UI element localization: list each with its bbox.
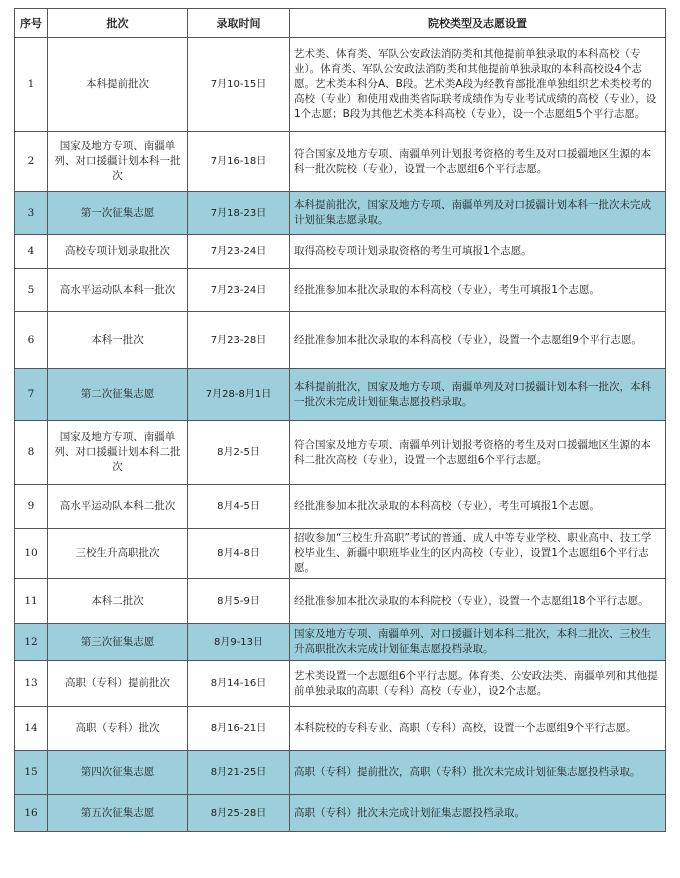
admission-time-cell: 8月4-5日 xyxy=(188,485,290,529)
batch-cell: 第五次征集志愿 xyxy=(48,795,188,832)
row-number-cell: 2 xyxy=(15,132,48,192)
row-number-cell: 15 xyxy=(15,751,48,795)
batch-cell: 本科提前批次 xyxy=(48,38,188,132)
description-cell: 招收参加“三校生升高职”考试的普通、成人中等专业学校、职业高中、技工学校毕业生、新疆中职班毕业生的区内高校（专业），设置1个志愿组6个平行志愿。 xyxy=(290,529,666,579)
table-row xyxy=(15,421,666,485)
batch-cell: 高校专项计划录取批次 xyxy=(48,235,188,269)
description-cell: 艺术类设置一个志愿组6个平行志愿。体育类、公安政法类、南疆单列和其他提前单独录取的高职（专科）高校（专业），设2个志愿。 xyxy=(290,661,666,707)
admission-time-cell: 7月16-18日 xyxy=(188,132,290,192)
description-cell: 高职（专科）批次未完成计划征集志愿投档录取。 xyxy=(290,795,666,832)
row-number-cell: 8 xyxy=(15,421,48,485)
header-admission-time: 录取时间 xyxy=(188,9,290,38)
admission-time-cell: 8月4-8日 xyxy=(188,529,290,579)
description-cell: 符合国家及地方专项、南疆单列计划报考资格的考生及对口援疆地区生源的本科一批次院校（专业），设置一个志愿组6个平行志愿。 xyxy=(290,132,666,192)
table-row xyxy=(15,795,666,832)
table-row xyxy=(15,579,666,624)
admission-time-cell: 8月9-13日 xyxy=(188,624,290,661)
admission-time-cell: 7月23-24日 xyxy=(188,235,290,269)
row-number-cell: 6 xyxy=(15,312,48,369)
admission-time-cell: 8月21-25日 xyxy=(188,751,290,795)
table-row xyxy=(15,369,666,421)
row-number-cell: 7 xyxy=(15,369,48,421)
batch-cell: 高职（专科）提前批次 xyxy=(48,661,188,707)
header-number: 序号 xyxy=(15,9,48,38)
admission-time-cell: 8月25-28日 xyxy=(188,795,290,832)
table-row xyxy=(15,485,666,529)
batch-cell: 本科一批次 xyxy=(48,312,188,369)
batch-cell: 第三次征集志愿 xyxy=(48,624,188,661)
row-number-cell: 9 xyxy=(15,485,48,529)
description-cell: 国家及地方专项、南疆单列、对口援疆计划本科二批次，本科二批次、三校生升高职批次未完成计划征集志愿投档录取。 xyxy=(290,624,666,661)
header-school-type-and-choices: 院校类型及志愿设置 xyxy=(290,9,666,38)
table-row xyxy=(15,707,666,751)
table-row xyxy=(15,312,666,369)
batch-cell: 高水平运动队本科二批次 xyxy=(48,485,188,529)
admission-time-cell: 8月16-21日 xyxy=(188,707,290,751)
row-number-cell: 3 xyxy=(15,192,48,235)
table-row xyxy=(15,529,666,579)
row-number-cell: 11 xyxy=(15,579,48,624)
admission-time-cell: 7月23-28日 xyxy=(188,312,290,369)
header-row xyxy=(15,9,666,38)
description-cell: 高职（专科）提前批次，高职（专科）批次未完成计划征集志愿投档录取。 xyxy=(290,751,666,795)
description-cell: 经批准参加本批次录取的本科高校（专业），考生可填报1个志愿。 xyxy=(290,269,666,312)
batch-cell: 本科二批次 xyxy=(48,579,188,624)
row-number-cell: 1 xyxy=(15,38,48,132)
admission-time-cell: 7月28-8月1日 xyxy=(188,369,290,421)
description-cell: 符合国家及地方专项、南疆单列计划报考资格的考生及对口援疆地区生源的本科二批次高校（专业），设置一个志愿组6个平行志愿。 xyxy=(290,421,666,485)
row-number-cell: 12 xyxy=(15,624,48,661)
admission-time-cell: 7月23-24日 xyxy=(188,269,290,312)
description-cell: 艺术类、体育类、军队公安政法消防类和其他提前单独录取的本科高校（专业）。体育类、军队公安政法消防类和其他提前单独录取的本科高校设4个志愿。艺术类本科分A、B段。艺术类A段为经教育部批准单独组织艺术类校考的高校（专业）和使用戏曲类省际联考成绩作为专业考试成绩的高校（专业），设1个志愿；B段为其他艺术类本科高校（专业），设一个志愿组5个平行志愿。 xyxy=(290,38,666,132)
row-number-cell: 14 xyxy=(15,707,48,751)
admission-schedule-table xyxy=(14,8,666,832)
admission-time-cell: 7月18-23日 xyxy=(188,192,290,235)
batch-cell: 高职（专科）批次 xyxy=(48,707,188,751)
row-number-cell: 10 xyxy=(15,529,48,579)
batch-cell: 第二次征集志愿 xyxy=(48,369,188,421)
admission-time-cell: 8月14-16日 xyxy=(188,661,290,707)
table-row xyxy=(15,624,666,661)
table-row xyxy=(15,192,666,235)
admission-time-cell: 8月5-9日 xyxy=(188,579,290,624)
row-number-cell: 4 xyxy=(15,235,48,269)
batch-cell: 高水平运动队本科一批次 xyxy=(48,269,188,312)
description-cell: 经批准参加本批次录取的本科院校（专业），设置一个志愿组18个平行志愿。 xyxy=(290,579,666,624)
batch-cell: 国家及地方专项、南疆单列、对口援疆计划本科一批次 xyxy=(48,132,188,192)
batch-cell: 三校生升高职批次 xyxy=(48,529,188,579)
table-row xyxy=(15,751,666,795)
table-row xyxy=(15,38,666,132)
description-cell: 本科提前批次，国家及地方专项、南疆单列及对口援疆计划本科一批次未完成计划征集志愿录取。 xyxy=(290,192,666,235)
admission-time-cell: 8月2-5日 xyxy=(188,421,290,485)
description-cell: 本科提前批次，国家及地方专项、南疆单列及对口援疆计划本科一批次，本科一批次未完成计划征集志愿投档录取。 xyxy=(290,369,666,421)
admission-time-cell: 7月10-15日 xyxy=(188,38,290,132)
row-number-cell: 16 xyxy=(15,795,48,832)
row-number-cell: 5 xyxy=(15,269,48,312)
table-row xyxy=(15,269,666,312)
batch-cell: 第一次征集志愿 xyxy=(48,192,188,235)
description-cell: 经批准参加本批次录取的本科高校（专业），考生可填报1个志愿。 xyxy=(290,485,666,529)
batch-cell: 第四次征集志愿 xyxy=(48,751,188,795)
table-row xyxy=(15,661,666,707)
description-cell: 取得高校专项计划录取资格的考生可填报1个志愿。 xyxy=(290,235,666,269)
table-row xyxy=(15,132,666,192)
table-row xyxy=(15,235,666,269)
batch-cell: 国家及地方专项、南疆单列、对口援疆计划本科二批次 xyxy=(48,421,188,485)
header-batch: 批次 xyxy=(48,9,188,38)
description-cell: 本科院校的专科专业、高职（专科）高校，设置一个志愿组9个平行志愿。 xyxy=(290,707,666,751)
description-cell: 经批准参加本批次录取的本科高校（专业），设置一个志愿组9个平行志愿。 xyxy=(290,312,666,369)
row-number-cell: 13 xyxy=(15,661,48,707)
